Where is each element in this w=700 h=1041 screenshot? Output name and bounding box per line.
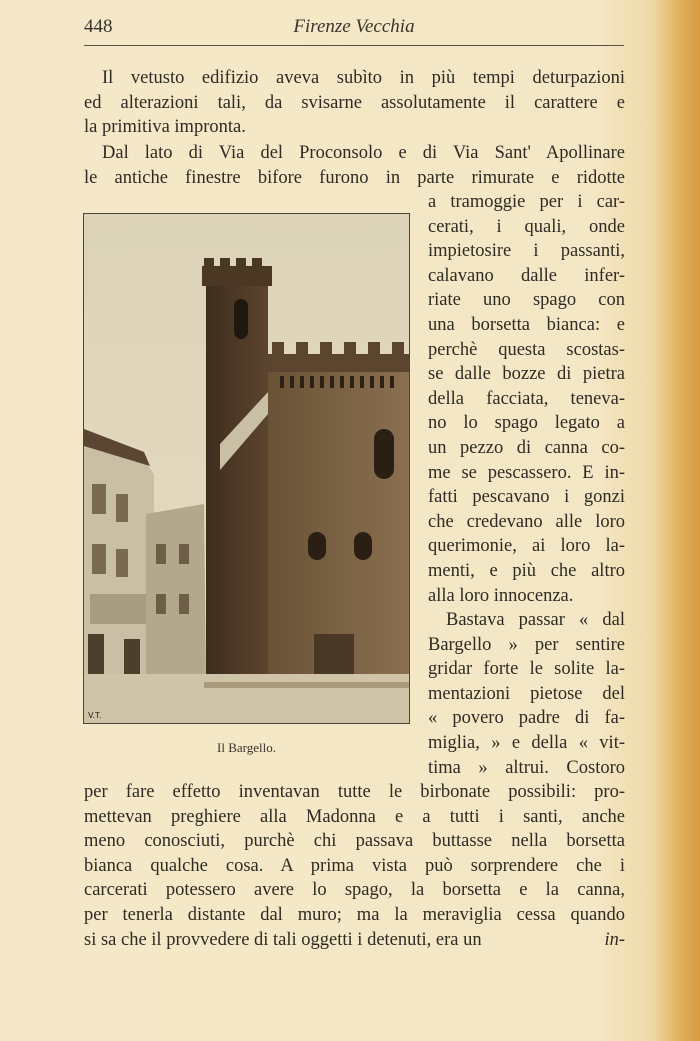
text-line: mettevan preghiere alla Madonna e a tutti i santi, anche xyxy=(84,806,625,827)
text-line: Bargello » per sentire xyxy=(428,634,625,655)
text-line: me se pescassero. E in- xyxy=(428,462,625,483)
text-line: meno conosciuti, purchè chi passava buttasse nella borsetta xyxy=(84,831,625,852)
text-line: calavano dalle infer- xyxy=(428,265,625,286)
paragraph-2 xyxy=(84,141,625,190)
text-line: fatti pescavano i gonzi xyxy=(428,487,625,508)
text-line: cerati, i quali, onde xyxy=(428,216,625,237)
text-line: bianca qualche cosa. A prima vista può sorprendere che i xyxy=(84,855,625,876)
text-line: Il vetusto edifizio aveva subìto in più tempi deturpazioni xyxy=(102,68,625,88)
text-line: la primitiva impronta. xyxy=(84,117,246,138)
text-line: miglia, » e della « vit- xyxy=(428,733,625,754)
page-header xyxy=(84,16,624,44)
text-line: no lo spago legato a xyxy=(428,413,625,434)
text-line: perchè questa scostas- xyxy=(428,339,625,360)
text-line: « povero padre di fa- xyxy=(428,708,625,729)
column-text xyxy=(428,190,625,780)
page-number: 448 xyxy=(84,16,113,37)
text-line: mentazioni pietose del xyxy=(428,683,625,704)
text-line: alla loro innocenza. xyxy=(428,585,574,606)
text-line: una borsetta bianca: e xyxy=(428,314,625,335)
hyphenated-word-fragment: in- xyxy=(604,929,625,950)
text-line: un pezzo di canna co- xyxy=(428,437,625,458)
bargello-drawing xyxy=(84,214,409,723)
text-line xyxy=(84,928,625,953)
text-line: querimonie, ai loro la- xyxy=(428,536,625,557)
text-line: tima » altrui. Costoro xyxy=(428,757,625,778)
text-line: gridar forte le solite la- xyxy=(428,659,625,680)
paragraph-3 xyxy=(84,780,625,952)
text-line: per tenerla distante dal muro; ma la meraviglia cessa quando xyxy=(84,904,625,925)
bargello-illustration xyxy=(83,213,410,724)
artist-signature: V.T. xyxy=(88,711,102,720)
text-line: Dal lato di Via del Proconsolo e di Via Sant' Apollinare xyxy=(102,143,625,163)
header-rule xyxy=(84,45,624,46)
text-line: carcerati potessero avere lo spago, la borsetta e la canna, xyxy=(84,880,625,901)
paragraph-1 xyxy=(84,66,625,140)
text-line: per fare effetto inventavan tutte le birbonate possibili: pro- xyxy=(84,782,625,802)
text-line: ed alterazioni tali, da svisarne assolutamente il carattere e xyxy=(84,92,625,113)
text-line: Bastava passar « dal xyxy=(446,610,625,631)
text-line: della facciata, teneva- xyxy=(428,388,625,409)
running-title: Firenze Vecchia xyxy=(293,16,415,37)
text-line: riate uno spago con xyxy=(428,290,625,311)
text-line: menti, e più che altro xyxy=(428,560,625,581)
text-line: che credevano alle loro xyxy=(428,511,625,532)
text-line: le antiche finestre bifore furono in parte rimurate e ridotte xyxy=(84,167,625,188)
text-line: se dalle bozze di pietra xyxy=(428,364,625,385)
text-line-main: si sa che il provvedere di tali oggetti i detenuti, era un xyxy=(84,929,482,950)
figure-caption: Il Bargello. xyxy=(217,740,276,755)
text-line: impietosire i passanti, xyxy=(428,241,625,262)
text-line: a tramoggie per i car- xyxy=(428,192,625,212)
